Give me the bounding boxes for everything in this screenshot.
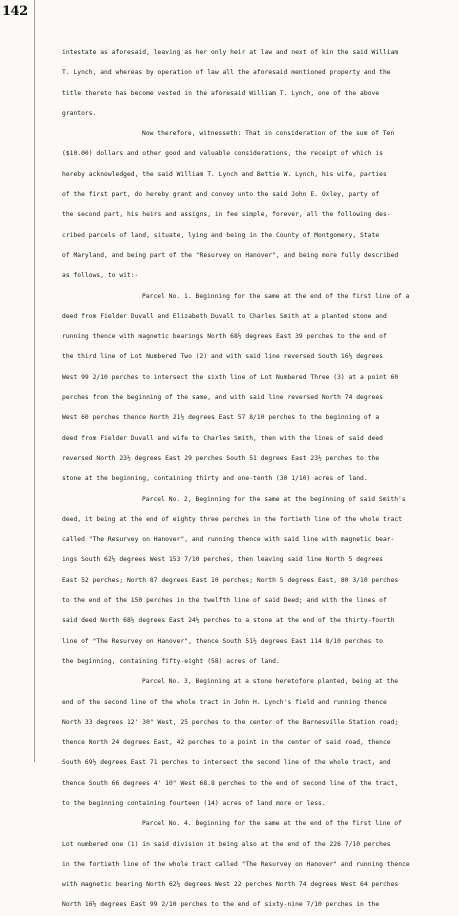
page-number: 142 (2, 4, 28, 19)
deed-text-line: thence South 66 degrees 4' 10" West 68.8 perches to the end of second line of the tract, (62, 779, 399, 787)
deed-text-line: ($10.00) dollars and other good and valuable considerations, the receipt of which is (62, 150, 383, 158)
deed-text-line: said deed North 68½ degrees East 24½ perches to a stone at the end of the thirty-fourth (62, 617, 395, 625)
deed-text-line: deed from Fielder Duvall and wife to Charles Smith, then with the lines of said deed (62, 434, 383, 442)
deed-text-line: end of the second line of the whole tract in John H. Lynch's field and running thence (62, 698, 387, 706)
deed-text-line: stone at the beginning, containing thirty and one-tenth (30 1/10) acres of land. (62, 475, 368, 483)
deed-text-line: to the end of the 150 perches in the twelfth line of said Deed; and with the lines of (62, 597, 387, 605)
deed-text-line: Parcel No. 2, Beginning for the same at the beginning of said Smith's (142, 495, 406, 503)
deed-text-line: intestate as aforesaid, leaving as her only heir at law and next of kin the said William (62, 49, 399, 56)
deed-text-line: the second part, his heirs and assigns, in fee simple, forever, all the following des- (62, 211, 391, 219)
deed-text-line: West 99 2/10 perches to intersect the sixth line of Lot Numbered Three (3) at a point 60 (62, 373, 399, 381)
deed-text-line: North 16½ degrees East 99 2/10 perches to the end of sixty-nine 7/10 perches in the (62, 901, 380, 909)
deed-text-line: running thence with magnetic bearings North 68½ degrees East 39 perches to the end of (62, 333, 387, 341)
deed-text-line: of the first part, do hereby grant and convey unto the said John E. Oxley, party of (62, 191, 380, 199)
deed-text-line: reversed North 23½ degrees East 29 perches South 51 degrees East 23½ perches to the (62, 454, 380, 462)
deed-text-line: Parcel No. 3, Beginning at a stone heretofore planted, being at the (142, 678, 399, 686)
deed-text-line: East 52 perches; North 87 degrees East 10 perches; North 5 degrees East, 80 3/10 perches (62, 576, 399, 584)
deed-text-line: grantors. (62, 109, 97, 117)
deed-text-line: ings South 62½ degrees West 153 7/10 perches, then leaving said line North 5 degrees (62, 556, 383, 564)
deed-text-line: as follows, to wit:- (62, 272, 139, 280)
deed-text-line: deed from Fielder Duvall and Elizabeth Duvall to Charles Smith at a planted stone and (62, 312, 387, 320)
deed-text-line: of Maryland, and being part of the "Resurvey on Hanover", and being more fully described (62, 251, 399, 259)
deed-text-block (62, 43, 454, 916)
deed-text-line: title thereto has become vested in the aforesaid William T. Lynch, one of the above (62, 89, 380, 97)
margin-rule (34, 0, 35, 762)
deed-text-line: the beginning, containing fifty-eight (58) acres of land. (62, 657, 280, 665)
deed-text-line: West 60 perches thence North 21½ degrees East 57 8/10 perches to the beginning of a (62, 414, 380, 422)
deed-text-line: perches from the beginning of the same, and with said line reversed North 74 degrees (62, 394, 383, 402)
deed-text-line: with magnetic bearing North 62½ degrees West 22 perches North 74 degrees West 64 perches (62, 881, 399, 889)
deed-text-line: thence North 24 degrees East, 42 perches to a point in the center of said road, thence (62, 739, 391, 747)
deed-text-line: deed, it being at the end of eighty three perches in the fortieth line of the whole tract (62, 515, 403, 523)
deed-text-line: Parcel No. 1. Beginning for the same at the end of the first line of a (142, 292, 410, 300)
deed-text-line: Now therefore, witnesseth: That in consideration of the sum of Ten (142, 130, 395, 138)
deed-text-line: Lot numbered one (1) in said division it being also at the end of the 226 7/10 perches (62, 840, 391, 848)
deed-text-line: hereby acknowledged, the said William T. Lynch and Bettie W. Lynch, his wife, parties (62, 170, 387, 178)
deed-text-line: to the beginning containing fourteen (14) acres of land more or less. (62, 799, 326, 807)
deed-text-line: T. Lynch, and whereas by operation of law all the aforesaid mentioned property and the (62, 69, 391, 77)
deed-text-line: North 33 degrees 12' 30" West, 25 perches to the center of the Barnesville Station road; (62, 718, 399, 726)
deed-text-line: the third line of Lot Numbered Two (2) and with said line reversed South 16½ degrees (62, 353, 383, 361)
deed-text-line: South 69½ degrees East 71 perches to intersect the second line of the whole tract, and (62, 759, 391, 767)
deed-text-line: Parcel No. 4. Beginning for the same at the end of the first line of (142, 820, 402, 828)
deed-text-line: called "The Resurvey on Hanover", and running thence with said line with magnetic bear- (62, 536, 395, 544)
deed-text-line: line of "The Resurvey on Hanover", thence South 51½ degrees East 114 8/10 perches to (62, 637, 383, 645)
deed-text-line: cribed parcels of land, situate, lying and being in the County of Montgomery, State (62, 231, 380, 239)
deed-text-line: in the fortieth line of the whole tract called "The Resurvey on Hanover" and running thence (62, 860, 410, 868)
